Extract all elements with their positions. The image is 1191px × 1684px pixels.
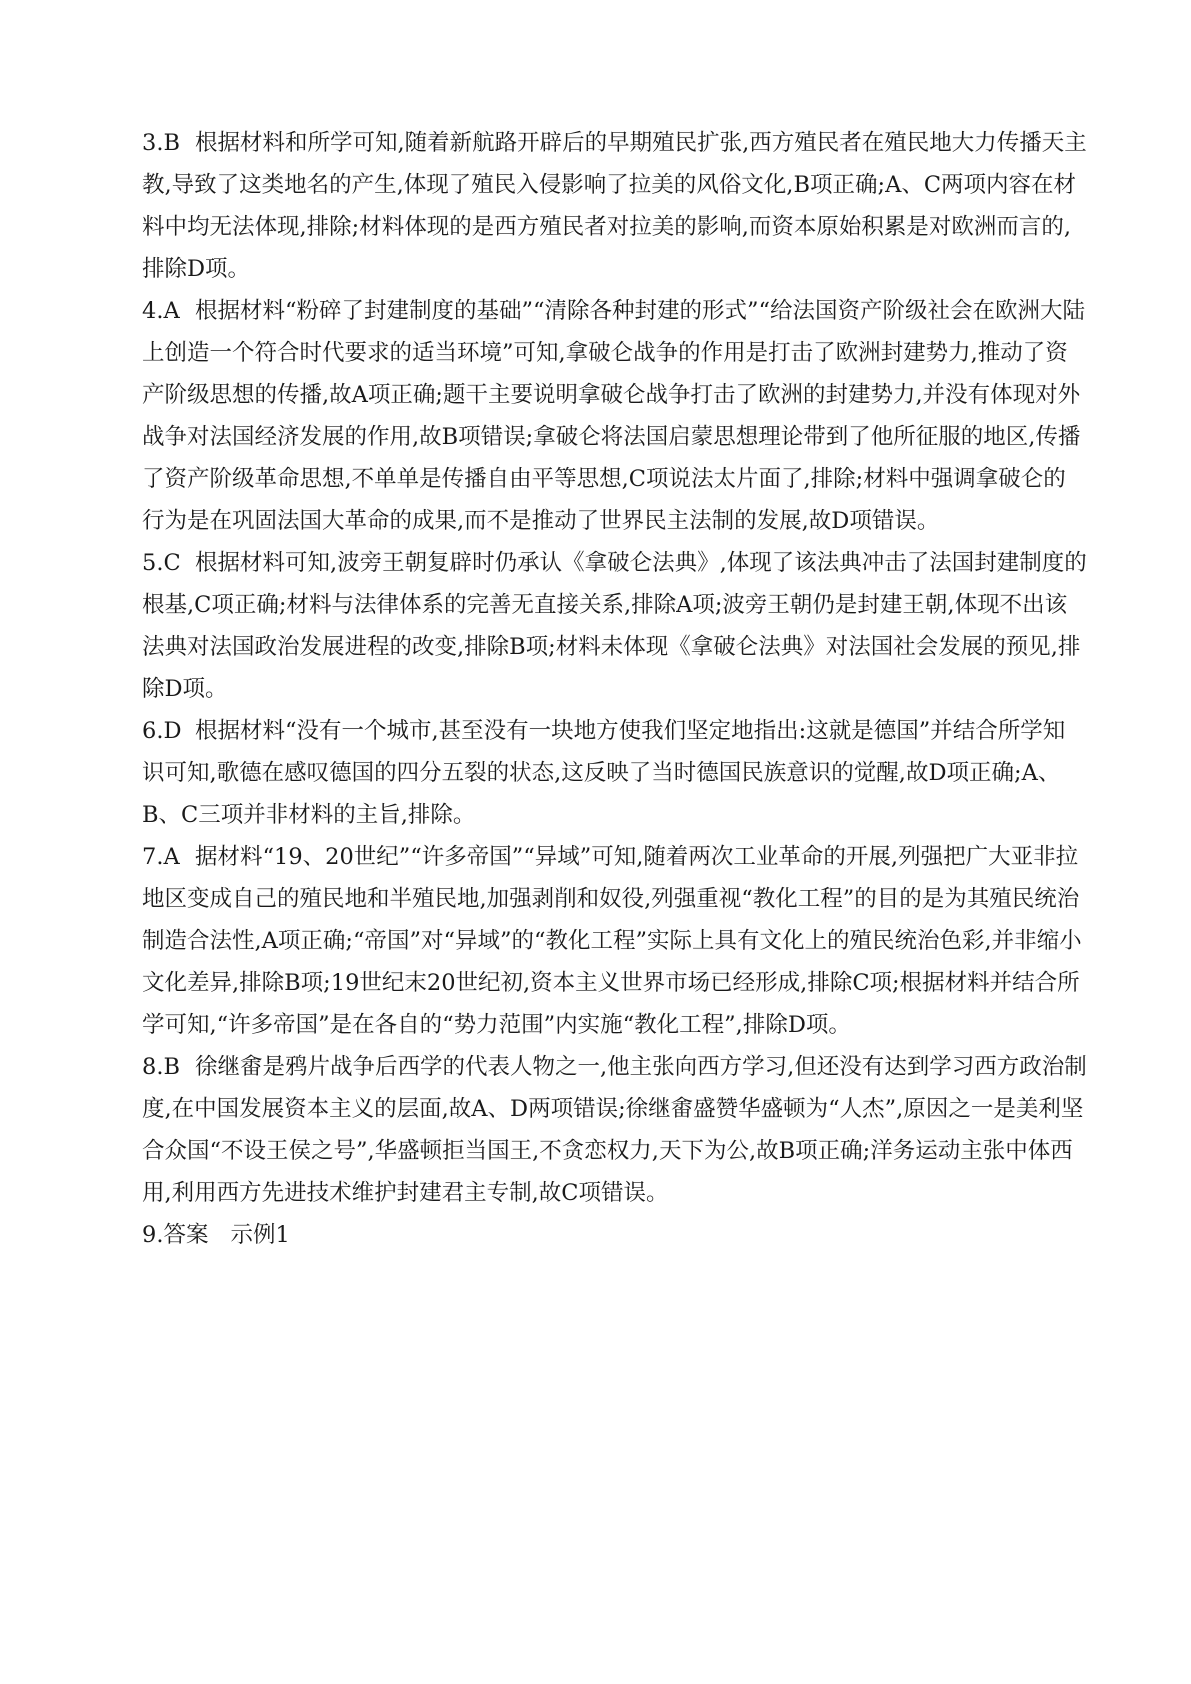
answer-item [142,122,1087,290]
answer-explanation: 示例1 [230,1222,290,1248]
answer-number: 4.A [142,298,180,324]
answer-number: 5.C [142,550,181,576]
answer-item-last [142,1214,1087,1256]
answer-list [142,122,1087,1256]
answer-item [142,290,1087,542]
answer-item [142,710,1087,836]
answer-number: 7.A [142,844,180,870]
answer-number: 3.B [142,130,181,156]
answer-explanation: 据材料“19、20世纪”“许多帝国”“异域”可知,随着两次工业革命的开展,列强把广大亚非拉地区变成自己的殖民地和半殖民地,加强剥削和奴役,列强重视“教化工程”的目的是为其殖民统治制造合法性,A项正确;“帝国”对“异域”的“教化工程”实际上具有文化上的殖民统治色彩,并非缩小文化差异,排除B项;19世纪末20世纪初,资本主义世界市场已经形成,排除C项;根据材料并结合所学可知,“许多帝国”是在各自的“势力范围”内实施“教化工程”,排除D项。 [142,844,1082,1038]
answer-number: 6.D [142,718,182,744]
answer-explanation: 根据材料可知,波旁王朝复辟时仍承认《拿破仑法典》,体现了该法典冲击了法国封建制度的根基,C项正确;材料与法律体系的完善无直接关系,排除A项;波旁王朝仍是封建王朝,体现不出该法典对法国政治发展进程的改变,排除B项;材料未体现《拿破仑法典》对法国社会发展的预见,排除D项。 [142,550,1087,702]
answer-item [142,542,1087,710]
answer-explanation: 徐继畬是鸦片战争后西学的代表人物之一,他主张向西方学习,但还没有达到学习西方政治制度,在中国发展资本主义的层面,故A、D两项错误;徐继畬盛赞华盛顿为“人杰”,原因之一是美利坚合众国“不设王侯之号”,华盛顿拒当国王,不贪恋权力,天下为公,故B项正确;洋务运动主张中体西用,利用西方先进技术维护封建君主专制,故C项错误。 [142,1054,1087,1206]
answer-explanation: 根据材料和所学可知,随着新航路开辟后的早期殖民扩张,西方殖民者在殖民地大力传播天主教,导致了这类地名的产生,体现了殖民入侵影响了拉美的风俗文化,B项正确;A、C两项内容在材料中均无法体现,排除;材料体现的是西方殖民者对拉美的影响,而资本原始积累是对欧洲而言的,排除D项。 [142,130,1087,282]
answer-item [142,1046,1087,1214]
answer-explanation: 根据材料“粉碎了封建制度的基础”“清除各种封建的形式”“给法国资产阶级社会在欧洲大陆上创造一个符合时代要求的适当环境”可知,拿破仑战争的作用是打击了欧洲封建势力,推动了资产阶级思想的传播,故A项正确;题干主要说明拿破仑战争打击了欧洲的封建势力,并没有体现对外战争对法国经济发展的作用,故B项错误;拿破仑将法国启蒙思想理论带到了他所征服的地区,传播了资产阶级革命思想,不单单是传播自由平等思想,C项说法太片面了,排除;材料中强调拿破仑的行为是在巩固法国大革命的成果,而不是推动了世界民主法制的发展,故D项错误。 [142,298,1086,534]
answer-number: 9.答案 [142,1222,209,1248]
answer-explanation: 根据材料“没有一个城市,甚至没有一块地方使我们坚定地指出:这就是德国”并结合所学知识可知,歌德在感叹德国的四分五裂的状态,这反映了当时德国民族意识的觉醒,故D项正确;A、B、C三项并非材料的主旨,排除。 [142,718,1066,828]
answer-item [142,836,1087,1046]
answer-number: 8.B [142,1054,181,1080]
